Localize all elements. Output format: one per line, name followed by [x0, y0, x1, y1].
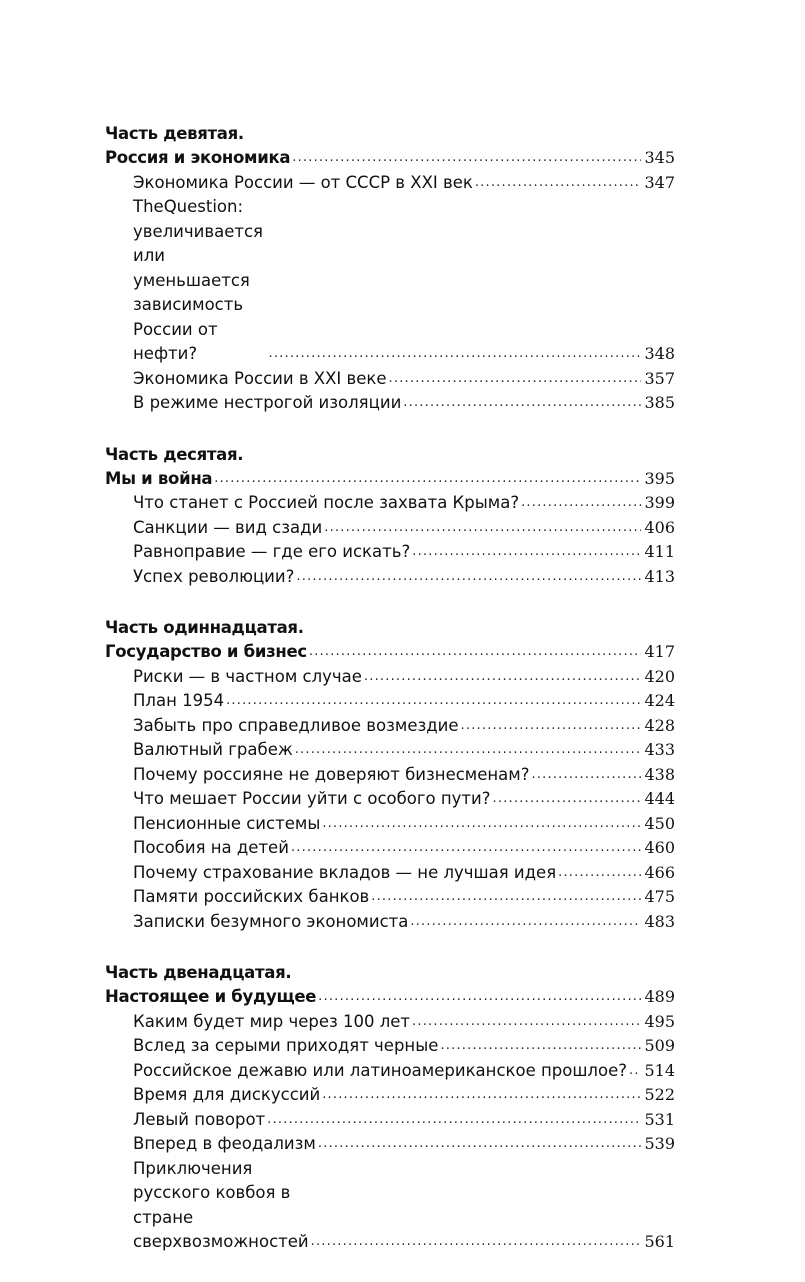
part-title: Настоящее и будущее [105, 987, 317, 1006]
entry-title [133, 1157, 309, 1255]
toc-entry[interactable] [133, 885, 675, 910]
page-number: 522 [644, 1085, 675, 1104]
toc-entry[interactable] [133, 1132, 675, 1157]
leader-dots [214, 467, 641, 492]
toc-entry[interactable] [133, 1034, 675, 1059]
leader-dots [412, 1010, 641, 1035]
page-number: 433 [644, 740, 675, 759]
entry-title: Забыть про справедливое возмездие [133, 715, 459, 735]
toc-part [105, 443, 675, 590]
leader-dots [267, 1108, 641, 1133]
toc-entry[interactable] [133, 836, 675, 861]
entry-title: Экономика России в XXI веке [133, 368, 387, 388]
toc-entry[interactable] [133, 391, 675, 416]
entry-title: Что станет с Россией после захвата Крыма? [133, 493, 520, 512]
toc-entry[interactable] [133, 1157, 675, 1255]
page-number: 561 [644, 1232, 675, 1251]
page-number: 495 [644, 1011, 675, 1031]
page-number: 411 [644, 542, 675, 561]
entry-title: Валютный грабеж [133, 740, 293, 759]
part-heading: Часть одиннадцатая. [105, 618, 304, 637]
leader-dots [461, 714, 642, 739]
leader-dots [295, 738, 642, 763]
leader-dots [412, 540, 641, 565]
leader-dots [371, 885, 641, 910]
part-title-row[interactable] [105, 146, 675, 171]
toc-part [105, 961, 675, 1255]
page-number: 450 [644, 813, 675, 833]
page-number: 347 [644, 172, 675, 192]
entry-title: Каким будет мир через 100 лет [133, 1011, 411, 1031]
part-title-row[interactable] [105, 640, 675, 665]
toc-entry[interactable] [133, 812, 675, 837]
table-of-contents [105, 122, 675, 1282]
page-number: 475 [644, 887, 675, 906]
entry-title-line-1: TheQuestion: увеличивается или уменьшается [133, 197, 263, 290]
page-number: 460 [644, 838, 675, 857]
page-number: 509 [644, 1036, 675, 1055]
part-title-row[interactable] [105, 985, 675, 1010]
toc-entry[interactable] [133, 861, 675, 886]
entry-title-line-2: сверхвозможностей [133, 1232, 309, 1251]
leader-dots [311, 1230, 642, 1255]
entry-title [133, 195, 266, 367]
part-title: Мы и война [105, 468, 213, 488]
entry-title: Равноправие — где его искать? [133, 542, 411, 561]
entry-title: План 1954 [133, 691, 225, 710]
entry-title: Почему страхование вкладов — не лучшая идея [133, 862, 557, 882]
page-number: 424 [644, 691, 675, 710]
part-title: Государство и бизнес [105, 642, 307, 661]
entry-title: Вслед за серыми приходят черные [133, 1036, 439, 1055]
page-number: 438 [644, 764, 675, 784]
page-number: 539 [644, 1134, 675, 1153]
toc-entry[interactable] [133, 763, 675, 788]
page-number: 385 [644, 393, 675, 412]
page-number: 406 [644, 517, 675, 537]
leader-dots [521, 491, 641, 516]
leader-dots [389, 367, 642, 392]
toc-entry[interactable] [133, 171, 675, 196]
page-number: 417 [644, 642, 675, 661]
part-heading: Часть девятая. [105, 124, 244, 143]
page-number: 483 [644, 911, 675, 931]
toc-entry[interactable] [133, 1010, 675, 1035]
page-number: 399 [644, 493, 675, 512]
part-heading: Часть десятая. [105, 444, 244, 464]
page-number: 444 [644, 789, 675, 808]
toc-part [105, 616, 675, 934]
toc-entry[interactable] [133, 910, 675, 935]
leader-dots [440, 1034, 641, 1059]
toc-entry[interactable] [133, 540, 675, 565]
leader-dots [309, 640, 642, 665]
leader-dots [322, 1083, 641, 1108]
leader-dots [629, 1059, 641, 1084]
entry-title: В режиме нестрогой изоляции [133, 393, 402, 412]
toc-entry[interactable] [133, 565, 675, 590]
entry-title-line-1: Приключения русского ковбоя в стране [133, 1158, 291, 1227]
toc-entry[interactable] [133, 1059, 675, 1084]
toc-entry[interactable] [133, 1083, 675, 1108]
leader-dots [475, 171, 642, 196]
leader-dots [410, 910, 641, 935]
toc-entry[interactable] [133, 787, 675, 812]
page-number: 514 [644, 1060, 675, 1080]
leader-dots [532, 763, 642, 788]
page-number: 345 [644, 148, 675, 167]
leader-dots [318, 985, 641, 1010]
leader-dots [364, 665, 642, 690]
leader-dots [558, 861, 641, 886]
toc-entry[interactable] [133, 367, 675, 392]
entry-title-line-2: зависимость России от нефти? [133, 295, 244, 363]
leader-dots [226, 689, 641, 714]
toc-entry[interactable] [133, 738, 675, 763]
entry-title: Пенсионные системы [133, 813, 321, 833]
page-number: 395 [644, 468, 675, 488]
leader-dots [292, 146, 641, 171]
page-number: 420 [644, 666, 675, 686]
leader-dots [493, 787, 642, 812]
leader-dots [318, 1132, 642, 1157]
entry-title: Успех революции? [133, 566, 295, 586]
toc-entry[interactable] [133, 195, 675, 367]
entry-title: Левый поворот [133, 1109, 266, 1129]
entry-title: Памяти российских банков [133, 887, 370, 906]
page-number: 413 [644, 566, 675, 586]
leader-dots [296, 565, 641, 590]
leader-dots [268, 342, 641, 367]
entry-title: Почему россияне не доверяют бизнесменам? [133, 764, 530, 784]
part-heading: Часть двенадцатая. [105, 963, 292, 982]
toc-entry[interactable] [133, 689, 675, 714]
toc-entry[interactable] [133, 491, 675, 516]
part-title-row[interactable] [105, 467, 675, 492]
part-title: Россия и экономика [105, 148, 291, 167]
entry-title: Записки безумного экономиста [133, 911, 409, 931]
toc-entry[interactable] [133, 665, 675, 690]
page-number: 357 [644, 368, 675, 388]
leader-dots [322, 812, 641, 837]
page-number: 428 [644, 715, 675, 735]
page-number: 489 [644, 987, 675, 1006]
leader-dots [324, 516, 641, 541]
page-number: 466 [644, 862, 675, 882]
leader-dots [291, 836, 642, 861]
toc-part [105, 122, 675, 416]
entry-title: Пособия на детей [133, 838, 289, 857]
entry-title: Российское дежавю или латиноамериканское прошлое? [133, 1060, 627, 1080]
entry-title: Риски — в частном случае [133, 666, 362, 686]
toc-entry[interactable] [133, 714, 675, 739]
leader-dots [403, 391, 641, 416]
toc-entry[interactable] [133, 516, 675, 541]
entry-title: Экономика России — от СССР в XXI век [133, 172, 473, 192]
entry-title: Санкции — вид сзади [133, 517, 323, 537]
toc-entry[interactable] [133, 1108, 675, 1133]
entry-title: Вперед в феодализм [133, 1134, 316, 1153]
page-number: 531 [644, 1109, 675, 1129]
entry-title: Время для дискуссий [133, 1085, 321, 1104]
entry-title: Что мешает России уйти с особого пути? [133, 789, 491, 808]
page-number: 348 [644, 344, 675, 363]
